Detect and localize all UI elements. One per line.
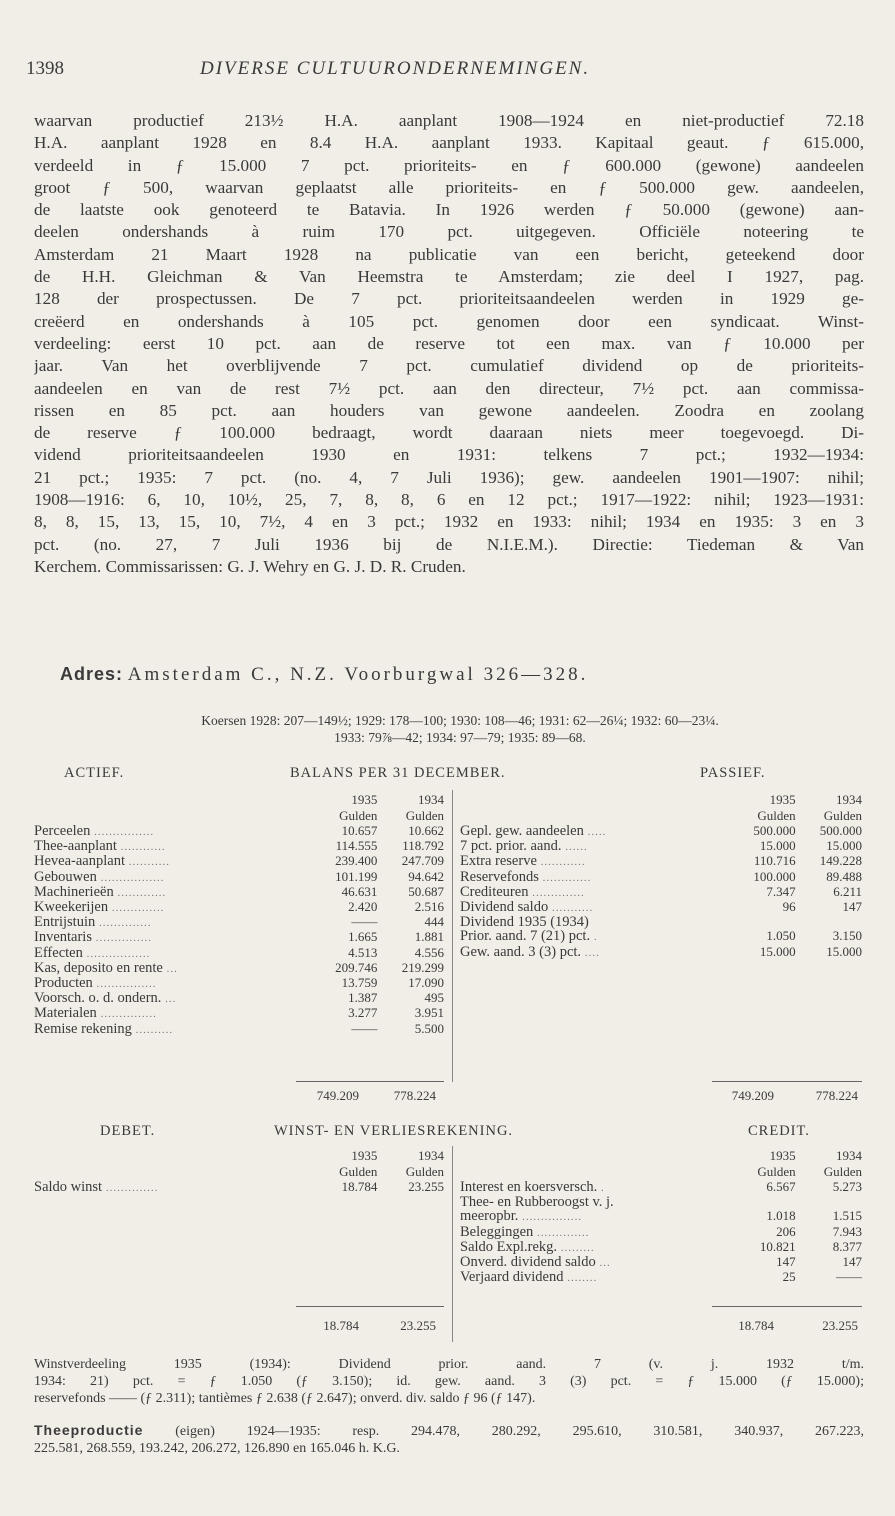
table-row — [460, 1225, 862, 1240]
value-1935: 209.746 — [335, 959, 378, 975]
value-1935: 10.821 — [759, 1238, 796, 1254]
table-row — [34, 885, 444, 900]
value-1935: —— — [351, 914, 378, 930]
row-label — [34, 1006, 299, 1021]
passiva-rows — [460, 792, 862, 960]
share-prices — [70, 712, 850, 746]
row-label-text: Entrijstuin — [34, 914, 96, 931]
value-1934: 50.687 — [408, 883, 444, 899]
body-line: aandeelen en van de rest 7½ pct. aan den directeur, 7½ pct. aan commissa- — [34, 378, 864, 398]
body-line: Amsterdam 21 Maart 1928 na publicatie van een bericht, geteekend door — [34, 244, 864, 264]
body-line: 128 der prospectussen. De 7 pct. prioriteitsaandeelen werden in 1929 ge- — [34, 289, 864, 309]
debet-heading: DEBET. — [100, 1123, 156, 1139]
body-line: jaar. Van het overblijvende 7 pct. cumulatief dividend op de prioriteits- — [34, 356, 864, 376]
address-label: Adres: — [60, 664, 124, 684]
value-1934: —— — [836, 1269, 862, 1285]
debet-rows — [34, 1148, 444, 1195]
table-row — [460, 1270, 862, 1285]
address-line — [60, 664, 588, 686]
leader-dots: .............. — [95, 917, 152, 930]
row-label — [460, 1270, 717, 1285]
row-label — [460, 1240, 717, 1255]
leader-dots: ................. — [96, 871, 165, 884]
profit-distribution-line: 1934: 21) pct. = ƒ 1.050 (ƒ 3.150); id. gew. aand. 3 (3) pct. = ƒ 15.000 (ƒ 15.000); — [34, 1374, 864, 1389]
row-label-text: Gepl. gew. aandeelen — [460, 823, 584, 839]
table-row — [460, 1195, 862, 1209]
row-label — [460, 945, 717, 960]
share-prices-line-1: Koersen 1928: 207—149½; 1929: 178—100; 1930: 108—46; 1931: 62—26¼; 1932: 60—23¼. — [201, 713, 719, 728]
passiva-table — [460, 792, 862, 960]
value-1935: 6.567 — [766, 1179, 796, 1194]
unit-1934: Gulden — [405, 808, 444, 823]
leader-dots: ...... — [561, 841, 588, 854]
table-row — [460, 854, 862, 869]
value-1935: 206 — [776, 1223, 796, 1239]
value-1935: 13.759 — [341, 975, 378, 991]
credit-total-1934: 23.255 — [822, 1318, 858, 1333]
blank-cell — [460, 1148, 717, 1164]
year-1934: 1934 — [836, 1148, 862, 1163]
company-description — [34, 110, 864, 578]
value-1935: 25 — [782, 1269, 796, 1285]
row-label — [34, 900, 299, 915]
year-header-row — [460, 792, 862, 808]
body-line: verdeeld in ƒ 15.000 7 pct. prioriteits- en ƒ 600.000 (gewone) aandeelen — [34, 155, 864, 175]
passiva-total-1935: 749.209 — [731, 1088, 774, 1103]
leader-dots: ............ — [116, 841, 166, 854]
year-1935: 1935 — [769, 792, 796, 807]
value-1934: 4.556 — [414, 944, 444, 960]
debet-total-1934: 23.255 — [400, 1318, 436, 1333]
profit-distribution — [34, 1356, 864, 1407]
year-header-row — [34, 792, 444, 808]
value-1934: 5.273 — [832, 1179, 862, 1194]
value-1935: 3.277 — [348, 1005, 378, 1021]
row-label-text: Prior. aand. 7 (21) pct. — [460, 928, 591, 945]
activa-total-rule — [296, 1081, 444, 1082]
leader-dots: .............. — [528, 886, 585, 899]
table-row — [34, 1022, 444, 1037]
value-1934 — [796, 915, 862, 929]
row-label-text: Gew. aand. 3 (3) pct. — [460, 943, 582, 960]
year-1935: 1935 — [351, 792, 378, 807]
leader-dots: ......... — [557, 1241, 595, 1254]
value-1935: 2.420 — [348, 899, 378, 915]
body-line: 21 pct.; 1935: 7 pct. (no. 4, 7 Juli 1936); gew. aandeelen 1901—1907: nihil; — [34, 467, 864, 487]
row-label-text: Effecten — [34, 944, 83, 961]
credit-total-1935: 18.784 — [738, 1318, 774, 1333]
row-label-text: Gebouwen — [34, 868, 97, 885]
table-row — [34, 915, 444, 930]
row-label-text: Hevea-aanplant — [34, 853, 125, 870]
row-label-text: Saldo winst — [34, 1179, 103, 1195]
activa-table — [34, 792, 444, 1037]
row-label — [460, 929, 717, 944]
year-header-row — [34, 1148, 444, 1164]
table-row — [34, 991, 444, 1006]
value-1935: 15.000 — [759, 838, 796, 854]
credit-rows — [460, 1148, 862, 1285]
leader-dots: ..... — [583, 826, 607, 838]
unit-1934: Gulden — [823, 1164, 862, 1179]
value-1935 — [717, 1195, 795, 1209]
year-header-row — [460, 1148, 862, 1164]
unit-header-row — [460, 1164, 862, 1180]
leader-dots: ............ — [536, 856, 586, 869]
year-1935: 1935 — [769, 1148, 796, 1163]
value-1935: 15.000 — [759, 943, 796, 959]
table-row — [34, 961, 444, 976]
value-1934: 3.951 — [414, 1005, 444, 1021]
row-label — [34, 870, 299, 885]
body-line: 1908—1916: 6, 10, 10½, 25, 7, 8, 8, 6 en 12 pct.; 1917—1922: nihil; 1923—1931: — [34, 490, 864, 510]
value-1934: 17.090 — [408, 975, 444, 991]
row-label-text: Thee-aanplant — [34, 838, 117, 855]
value-1934: 444 — [424, 914, 444, 930]
body-line: vidend prioriteitsaandeelen 1930 en 1931: telkens 7 pct.; 1932—1934: — [34, 445, 864, 465]
value-1934: 3.150 — [832, 928, 862, 944]
row-label — [460, 885, 717, 900]
balance-divider — [452, 790, 453, 1082]
profit-distribution-line: Winstverdeeling 1935 (1934): Dividend prior. aand. 7 (v. j. 1932 t/m. — [34, 1357, 864, 1372]
row-label — [34, 991, 299, 1006]
body-line: pct. (no. 27, 7 Juli 1936 bij de N.I.E.M.). Directie: Tiedeman & Van — [34, 534, 864, 554]
unit-1935: Gulden — [757, 1164, 796, 1179]
table-row — [34, 900, 444, 915]
year-1935: 1935 — [351, 1148, 378, 1163]
credit-total-rule — [712, 1306, 862, 1307]
row-label — [460, 839, 717, 854]
balance-sheet — [34, 765, 864, 785]
leader-dots: ............... — [91, 932, 152, 945]
table-row — [460, 885, 862, 900]
value-1935: 114.555 — [335, 838, 378, 854]
row-label — [34, 915, 299, 930]
value-1935: 1.018 — [766, 1208, 796, 1224]
value-1935: 101.199 — [335, 868, 378, 884]
row-label-text: Materialen — [34, 1005, 97, 1022]
value-1934: 7.943 — [832, 1223, 862, 1239]
row-label-text: Beleggingen — [460, 1223, 534, 1240]
blank-cell — [34, 1164, 299, 1180]
table-row — [34, 824, 444, 839]
value-1935: 110.716 — [753, 853, 796, 869]
address-value: Amsterdam C., N.Z. Voorburgwal 326—328. — [127, 664, 589, 685]
value-1934: 23.255 — [408, 1179, 444, 1194]
row-label-text: Onverd. dividend saldo — [460, 1254, 596, 1271]
unit-1934: Gulden — [405, 1164, 444, 1179]
row-label-text: Kweekerijen — [34, 899, 109, 916]
value-1935 — [717, 915, 795, 929]
table-row — [34, 976, 444, 991]
value-1935: 46.631 — [341, 883, 378, 899]
leader-dots: .............. — [102, 1182, 159, 1194]
row-label — [34, 824, 299, 839]
value-1935: 4.513 — [348, 944, 378, 960]
page-number: 1398 — [26, 58, 64, 79]
leader-dots: ... — [162, 962, 178, 975]
row-label — [34, 961, 299, 976]
value-1934: 15.000 — [826, 838, 862, 854]
value-1935: 18.784 — [341, 1179, 378, 1194]
leader-dots: .............. — [533, 1226, 590, 1239]
value-1935: 147 — [776, 1254, 796, 1270]
unit-header-row — [460, 808, 862, 824]
balance-title: BALANS PER 31 DECEMBER. — [290, 765, 506, 781]
row-label-text: Crediteuren — [460, 883, 529, 900]
leader-dots: ........ — [563, 1272, 598, 1285]
value-1935: 100.000 — [753, 868, 796, 884]
value-1934: 2.516 — [414, 899, 444, 915]
value-1934: 10.662 — [408, 823, 444, 838]
leader-dots: ............. — [113, 886, 167, 899]
row-label — [460, 1180, 717, 1195]
passiva-total-rule — [712, 1081, 862, 1082]
table-row — [460, 824, 862, 839]
leader-dots: ............. — [538, 871, 592, 884]
value-1934: 1.515 — [832, 1208, 862, 1224]
row-label-text: Dividend saldo — [460, 899, 549, 916]
table-row — [34, 1006, 444, 1021]
leader-dots: . — [590, 931, 598, 944]
value-1935: 1.387 — [348, 990, 378, 1006]
value-1935: 1.665 — [348, 929, 378, 945]
body-line: Kerchem. Commissarissen: G. J. Wehry en G. J. D. R. Cruden. — [34, 556, 466, 576]
blank-cell — [34, 792, 299, 808]
value-1934: 219.299 — [401, 959, 444, 975]
blank-cell — [460, 1164, 717, 1180]
row-label — [460, 1255, 717, 1270]
row-label — [34, 1180, 299, 1195]
table-row — [34, 839, 444, 854]
body-line: de reserve ƒ 100.000 bedraagt, wordt daaraan niets meer toegevoegd. Di- — [34, 423, 864, 443]
body-line: H.A. aanplant 1928 en 8.4 H.A. aanplant 1933. Kapitaal geaut. ƒ 615.000, — [34, 133, 864, 153]
share-prices-line-2: 1933: 79⅞—42; 1934: 97—79; 1935: 89—68. — [334, 730, 586, 745]
credit-heading: CREDIT. — [748, 1123, 810, 1139]
value-1934: 1.881 — [414, 929, 444, 945]
row-label-text: Saldo Expl.rekg. — [460, 1238, 558, 1255]
leader-dots: ................ — [518, 1211, 583, 1224]
row-label — [460, 1195, 717, 1209]
body-line: creëerd en ondershands à 105 pct. genomen door een syndicaat. Winst- — [34, 311, 864, 331]
value-1935: 96 — [782, 899, 796, 915]
unit-1935: Gulden — [339, 808, 378, 823]
row-label-text: 7 pct. prior. aand. — [460, 838, 562, 855]
leader-dots: .......... — [131, 1023, 174, 1036]
table-row — [34, 946, 444, 961]
year-1934: 1934 — [836, 792, 862, 807]
row-label — [34, 930, 299, 945]
value-1934: 8.377 — [832, 1238, 862, 1254]
value-1935: 10.657 — [341, 823, 378, 838]
value-1935: 1.050 — [766, 928, 796, 944]
tea-production-text-1: (eigen) 1924—1935: resp. 294.478, 280.292, 295.610, 310.581, 340.937, 267.223, — [175, 1424, 864, 1439]
value-1934: 89.488 — [826, 868, 862, 884]
row-label-text: Verjaard dividend — [460, 1269, 564, 1286]
passief-heading: PASSIEF. — [700, 765, 766, 781]
value-1934: 118.792 — [402, 838, 444, 854]
table-row — [460, 1240, 862, 1255]
body-line: de laatste ook genoteerd te Batavia. In 1926 werden ƒ 50.000 (gewone) aan- — [34, 200, 864, 220]
value-1935: 500.000 — [753, 823, 796, 838]
table-row — [34, 870, 444, 885]
table-row — [460, 929, 862, 944]
leader-dots: .... — [581, 946, 600, 959]
value-1935: —— — [351, 1020, 378, 1036]
row-label-text: Extra reserve — [460, 853, 537, 870]
row-label — [460, 915, 717, 929]
value-1934: 149.228 — [819, 853, 862, 869]
table-row — [34, 930, 444, 945]
body-line: 8, 8, 15, 13, 15, 10, 7½, 4 en 3 pct.; 1932 en 1933: nihil; 1934 en 1935: 3 en 3 — [34, 512, 864, 532]
tea-production-line-2: 225.581, 268.559, 193.242, 206.272, 126.890 en 165.046 h. K.G. — [34, 1441, 400, 1456]
body-line: rissen en 85 pct. aan houders van gewone aandeelen. Zoodra en zoolang — [34, 400, 864, 420]
debet-table — [34, 1148, 444, 1195]
value-1934: 6.211 — [833, 883, 862, 899]
leader-dots: ... — [161, 993, 177, 1006]
table-row — [460, 945, 862, 960]
value-1934: 247.709 — [401, 853, 444, 869]
value-1934: 5.500 — [414, 1020, 444, 1036]
unit-header-row — [34, 1164, 444, 1180]
activa-total-1934: 778.224 — [393, 1088, 436, 1103]
unit-1935: Gulden — [339, 1164, 378, 1179]
actief-heading: ACTIEF. — [64, 765, 125, 781]
leader-dots: . — [597, 1182, 605, 1194]
row-label-text: Dividend 1935 (1934) — [460, 914, 589, 931]
activa-total-1935: 749.209 — [316, 1088, 359, 1103]
credit-table — [460, 1148, 862, 1285]
debet-total-1935: 18.784 — [323, 1318, 359, 1333]
year-1934: 1934 — [418, 1148, 444, 1163]
tea-production-line-1 — [34, 1422, 864, 1440]
row-label — [460, 900, 717, 915]
page-header — [26, 58, 865, 84]
blank-cell — [34, 808, 299, 824]
leader-dots: .............. — [108, 902, 165, 915]
row-label-text: Remise rekening — [34, 1020, 132, 1037]
row-label — [34, 1022, 299, 1037]
leader-dots: ........... — [548, 902, 594, 915]
value-1934: 147 — [842, 1254, 862, 1270]
table-row — [34, 854, 444, 869]
row-label — [460, 1209, 717, 1224]
row-label-text: Thee- en Rubberoogst v. j. — [460, 1194, 614, 1211]
value-1934: 94.642 — [408, 868, 444, 884]
leader-dots: ............... — [96, 1008, 157, 1021]
leader-dots: ................. — [82, 947, 151, 960]
value-1934 — [796, 1195, 862, 1209]
table-row — [34, 1180, 444, 1195]
row-label-text: meeropbr. — [460, 1208, 519, 1225]
row-label-text: Kas, deposito en rente — [34, 959, 163, 976]
row-label — [34, 839, 299, 854]
table-row — [460, 1180, 862, 1195]
blank-cell — [460, 792, 717, 808]
passiva-total-1934: 778.224 — [815, 1088, 858, 1103]
leader-dots: ........... — [124, 856, 170, 869]
activa-rows — [34, 792, 444, 1037]
unit-header-row — [34, 808, 444, 824]
blank-cell — [34, 1148, 299, 1164]
table-row — [460, 1209, 862, 1224]
row-label-text: Interest en koersversch. — [460, 1179, 598, 1195]
row-label — [460, 1225, 717, 1240]
table-row — [460, 900, 862, 915]
value-1935: 7.347 — [766, 883, 796, 899]
value-1934: 500.000 — [819, 823, 862, 838]
table-row — [460, 1255, 862, 1270]
body-line: groot ƒ 500, waarvan geplaatst alle prioriteits- en ƒ 500.000 gew. aandeelen, — [34, 177, 864, 197]
year-1934: 1934 — [418, 792, 444, 807]
running-title: DIVERSE CULTUURONDERNEMINGEN. — [200, 58, 591, 79]
table-row — [460, 915, 862, 929]
table-row — [460, 839, 862, 854]
row-label-text: Producten — [34, 975, 93, 992]
body-line: de H.H. Gleichman & Van Heemstra te Amsterdam; zie deel I 1927, pag. — [34, 267, 864, 287]
value-1935: 239.400 — [335, 853, 378, 869]
value-1934: 147 — [842, 899, 862, 915]
leader-dots: ................ — [92, 978, 157, 991]
profit-loss-title: WINST- EN VERLIESREKENING. — [274, 1123, 514, 1139]
row-label — [34, 885, 299, 900]
table-row — [460, 870, 862, 885]
profit-loss — [34, 1123, 864, 1143]
body-line: deelen ondershands à ruim 170 pct. uitgegeven. Officiële noteering te — [34, 222, 864, 242]
unit-1935: Gulden — [757, 808, 796, 823]
leader-dots: ................ — [90, 826, 155, 838]
profit-distribution-line: reservefonds —— (ƒ 2.311); tantièmes ƒ 2.638 (ƒ 2.647); onverd. div. saldo ƒ 96 (ƒ 147). — [34, 1391, 536, 1406]
tea-production — [34, 1422, 864, 1457]
row-label — [34, 946, 299, 961]
row-label-text: Perceelen — [34, 823, 91, 839]
body-line: verdeeling: eerst 10 pct. aan de reserve tot een max. van ƒ 10.000 per — [34, 333, 864, 353]
row-label-text: Machinerieën — [34, 883, 114, 900]
blank-cell — [460, 808, 717, 824]
row-label — [460, 870, 717, 885]
leader-dots: ... — [595, 1257, 611, 1270]
row-label-text: Inventaris — [34, 929, 92, 946]
profit-loss-divider — [452, 1146, 453, 1342]
row-label — [34, 854, 299, 869]
value-1934: 15.000 — [826, 943, 862, 959]
row-label-text: Reservefonds — [460, 868, 539, 885]
unit-1934: Gulden — [823, 808, 862, 823]
body-line: waarvan productief 213½ H.A. aanplant 1908—1924 en niet-productief 72.18 — [34, 111, 864, 130]
tea-production-label: Theeproductie — [34, 1422, 144, 1438]
row-label — [460, 824, 717, 839]
row-label — [34, 976, 299, 991]
debet-total-rule — [296, 1306, 444, 1307]
row-label — [460, 854, 717, 869]
value-1934: 495 — [424, 990, 444, 1006]
row-label-text: Voorsch. o. d. ondern. — [34, 990, 162, 1007]
